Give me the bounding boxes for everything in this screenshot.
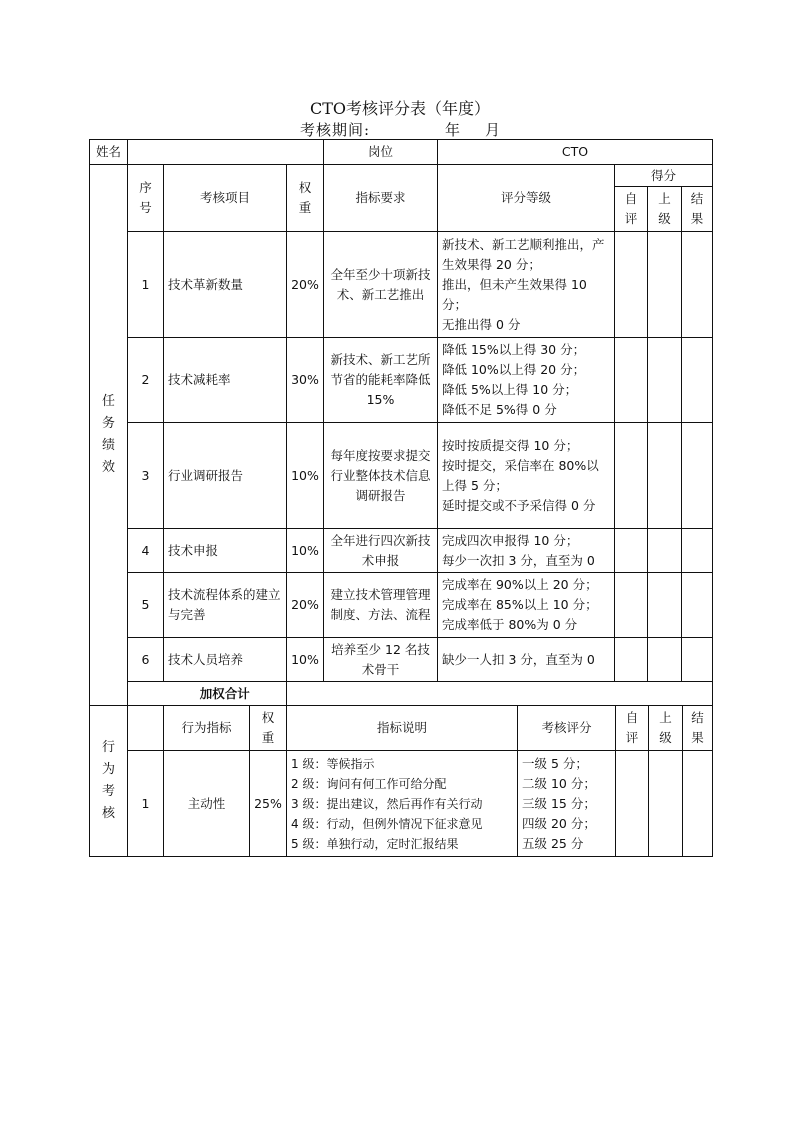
row-requirement: 建立技术管理管理制度、方法、流程 <box>324 573 438 638</box>
superior-score-cell[interactable] <box>648 638 682 682</box>
col-result: 结 果 <box>683 706 713 751</box>
self-score-cell[interactable] <box>615 573 648 638</box>
behavior-section-label: 行 为 考 核 <box>90 706 128 857</box>
result-score-cell[interactable] <box>682 573 713 638</box>
row-weight: 10% <box>287 423 324 529</box>
table-row <box>90 638 713 682</box>
result-score-cell[interactable] <box>682 338 713 423</box>
page-title: CTO考核评分表（年度） <box>309 99 491 118</box>
result-score-cell[interactable] <box>683 751 713 857</box>
task-performance-table <box>89 139 713 706</box>
behavior-assessment-table <box>89 705 713 857</box>
row-item: 技术革新数量 <box>164 232 287 338</box>
row-item: 行业调研报告 <box>164 423 287 529</box>
col-self: 自 评 <box>615 187 648 232</box>
row-requirement: 全年至少十项新技术、新工艺推出 <box>324 232 438 338</box>
row-weight: 10% <box>287 529 324 573</box>
weighted-total-label: 加权合计 <box>164 682 287 706</box>
row-item: 技术减耗率 <box>164 338 287 423</box>
task-section-label: 任 务 绩 效 <box>90 165 128 706</box>
superior-score-cell[interactable] <box>649 751 683 857</box>
self-score-cell[interactable] <box>615 423 648 529</box>
table-row <box>90 529 713 573</box>
row-grading: 缺少一人扣 3 分，直至为 0 <box>438 638 615 682</box>
row-seq: 3 <box>128 423 164 529</box>
col-scoring: 考核评分 <box>518 706 616 751</box>
row-weight: 25% <box>250 751 287 857</box>
superior-score-cell[interactable] <box>648 529 682 573</box>
name-label: 姓名 <box>90 140 128 165</box>
self-score-cell[interactable] <box>615 232 648 338</box>
self-score-cell[interactable] <box>615 529 648 573</box>
row-item: 技术申报 <box>164 529 287 573</box>
col-item: 考核项目 <box>164 165 287 232</box>
position-value: CTO <box>438 140 713 165</box>
year-label: 年 <box>445 121 462 139</box>
position-label: 岗位 <box>324 140 438 165</box>
row-scoring: 一级 5 分； 二级 10 分； 三级 15 分； 四级 20 分； 五级 25 分 <box>518 751 616 857</box>
row-requirement: 每年度按要求提交行业整体技术信息调研报告 <box>324 423 438 529</box>
table-row <box>90 232 713 338</box>
superior-score-cell[interactable] <box>648 232 682 338</box>
self-score-cell[interactable] <box>616 751 649 857</box>
table-row <box>90 338 713 423</box>
row-weight: 20% <box>287 573 324 638</box>
row-requirement: 新技术、新工艺所节省的能耗率降低 15% <box>324 338 438 423</box>
table-row <box>90 573 713 638</box>
col-weight: 权 重 <box>287 165 324 232</box>
weighted-total-value[interactable] <box>287 682 713 706</box>
row-seq: 6 <box>128 638 164 682</box>
col-requirement: 指标要求 <box>324 165 438 232</box>
row-grading: 新技术、新工艺顺利推出，产生效果得 20 分； 推出，但未产生效果得 10 分； 无推出得 0 分 <box>438 232 615 338</box>
row-seq: 2 <box>128 338 164 423</box>
col-grading: 评分等级 <box>438 165 615 232</box>
row-requirement: 培养至少 12 名技术骨干 <box>324 638 438 682</box>
self-score-cell[interactable] <box>615 338 648 423</box>
superior-score-cell[interactable] <box>648 573 682 638</box>
result-score-cell[interactable] <box>682 423 713 529</box>
col-superior: 上 级 <box>649 706 683 751</box>
row-item: 技术流程体系的建立与完善 <box>164 573 287 638</box>
row-seq: 1 <box>128 751 164 857</box>
result-score-cell[interactable] <box>682 232 713 338</box>
self-score-cell[interactable] <box>615 638 648 682</box>
row-grading: 降低 15%以上得 30 分； 降低 10%以上得 20 分； 降低 5%以上得 10 分； 降低不足 5%得 0 分 <box>438 338 615 423</box>
superior-score-cell[interactable] <box>648 423 682 529</box>
col-superior: 上 级 <box>648 187 682 232</box>
row-seq: 5 <box>128 573 164 638</box>
row-grading: 完成四次申报得 10 分； 每少一次扣 3 分，直至为 0 <box>438 529 615 573</box>
col-score: 得分 <box>615 165 713 187</box>
col-self: 自 评 <box>616 706 649 751</box>
period-label: 考核期间: <box>300 121 371 139</box>
row-item: 技术人员培养 <box>164 638 287 682</box>
result-score-cell[interactable] <box>682 638 713 682</box>
row-grading: 完成率在 90%以上 20 分； 完成率在 85%以上 10 分； 完成率低于 80%为 0 分 <box>438 573 615 638</box>
table-row <box>90 423 713 529</box>
name-value[interactable] <box>128 140 324 165</box>
superior-score-cell[interactable] <box>648 338 682 423</box>
result-score-cell[interactable] <box>682 529 713 573</box>
row-indicator: 主动性 <box>164 751 250 857</box>
col-description: 指标说明 <box>287 706 518 751</box>
row-weight: 10% <box>287 638 324 682</box>
row-requirement: 全年进行四次新技术申报 <box>324 529 438 573</box>
row-description: 1 级：等候指示 2 级：询问有何工作可给分配 3 级：提出建议，然后再作有关行动 4 级：行动，但例外情况下征求意见 5 级：单独行动，定时汇报结果 <box>287 751 518 857</box>
row-weight: 20% <box>287 232 324 338</box>
row-seq: 1 <box>128 232 164 338</box>
assessment-period <box>300 119 502 140</box>
row-grading: 按时按质提交得 10 分； 按时提交，采信率在 80%以上得 5 分； 延时提交或不予采信得 0 分 <box>438 423 615 529</box>
col-indicator: 行为指标 <box>164 706 250 751</box>
table-row <box>90 751 713 857</box>
row-seq: 4 <box>128 529 164 573</box>
row-weight: 30% <box>287 338 324 423</box>
col-result: 结 果 <box>682 187 713 232</box>
col-seq: 序 号 <box>128 165 164 232</box>
month-label: 月 <box>485 121 502 139</box>
col-weight: 权 重 <box>250 706 287 751</box>
